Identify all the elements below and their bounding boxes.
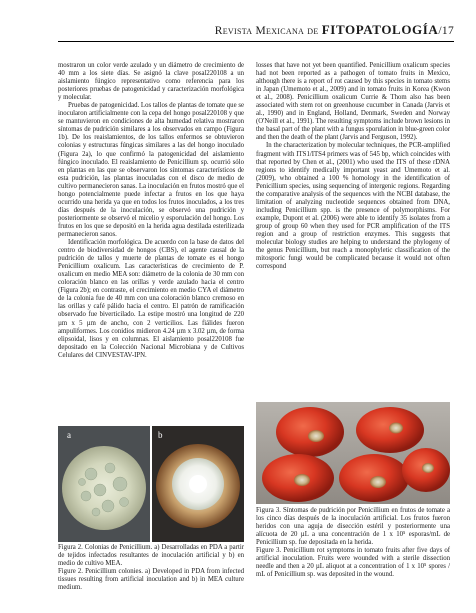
right-paragraph-2: In the characterization by molecular techniques, the PCR-amplified fragment with ITS1/ITS4 primers was of 545 bp, which coincides with that reported by Chen et al., (2001) who used the ITS of these rDNA regions to identify medically important yeast and Umemoto et al. (2009), who obtained a 100 % homology in the identification of Penicillium species, using sequencing of intergenic regions. Regarding the comparative analysis of the sequences with the NCBI database, the limitation of analyzing nucleotide sequences obtained from DNA, including Penicillium spp. is the presence of polymorphisms. For example, Dupont et al. (2006) were able to identify 35 isolates from a group of group 60 when they used for PCR amplification of the ITS region and a group of restriction enzymes. This suggests that molecular biology studies are helping to understand the phylogeny of the genus Penicillium, but reach a monophyletic classification of the mitosporic fungi would be complicated because it would not often correspond — [256, 142, 450, 271]
rot-lesion-1 — [308, 430, 324, 442]
page-separator: / — [438, 25, 442, 37]
figure-3-caption — [256, 507, 450, 579]
page-number: 17 — [441, 25, 454, 37]
left-paragraph-2: Pruebas de patogenicidad. Los tallos de plantas de tomate que se inocularon artificialmente con la cepa del hongo posal220108 y que se mantuvieron en condiciones de alta humedad relativa mostraron síntomas de pudrición similares a los observados en campo (Figura 1b). De los reaislamientos, de los tallos enfermos se obtuvieron colonias y estructuras fúngicas similares a las del hongo inoculado (Figura 2a), lo que confirmó la patogenicidad del aislamiento fúngico inoculado. El reaislamiento de Penicillium sp. ocurrió sólo en plantas en las que se observaron los síntomas característicos de esta pudrición, las plantas inoculadas con el disco de medio de cultivo permanecieron sanas. La inoculación en frutos mostró que el hongo potencialmente puede infectar a frutos en los que haya ocurrido una herida ya que en todos los frutos inoculados, a los tres días después de la inoculación, se observó una pudrición y posteriormente se observó el micelio y esporulación del hongo. Los frutos en los que se depositó en la herida agua destilada esterilizada permanecieron sanos. — [58, 102, 244, 238]
left-column — [58, 62, 244, 360]
running-header — [58, 19, 454, 41]
figure-3-tomato-photo — [256, 402, 450, 504]
journal-title — [215, 22, 454, 38]
panel-a-label: a — [67, 430, 71, 440]
figure-3-caption-es: Figura 3. Síntomas de pudrición por Penicillium en frutos de tomate a los cinco días después de la inoculación artificial. Los frutos fueron heridos con una aguja de disección estéril y posteriormente una alícuota de 20 µL a una concentración de 1 x 10⁵ esporas/mL de Penicillium sp. fue depositada en la herida. — [256, 507, 450, 547]
figure-3-caption-en: Figure 3. Penicillium rot symptoms in tomato fruits after five days of artificial inoculation. Fruits were wounded with a sterile dissection needle and then a 20 µL aliquot at a concentration of 1 x 10⁵ spores / mL of Penicillium sp. was deposited in the wound. — [256, 547, 450, 579]
left-paragraph-1: mostraron un color verde azulado y un diámetro de crecimiento de 40 mm a los siete días. Se asignó la clave posal220108 a un aislamiento fúngico representativo como referencia para los posteriores pruebas de patogenicidad y caracterización morfológica y molecular. — [58, 62, 244, 102]
panel-b-label: b — [158, 430, 163, 440]
rot-lesion-4 — [370, 476, 386, 488]
left-paragraph-3: Identificación morfológica. De acuerdo con la base de datos del centro de biodiversidad de hongos (CBS), el agente causal de la pudrición de tallos y muerte de plantas de tomate es el hongo Penicillium oxalicum. Las características de crecimiento de P. oxalicum en medio MEA son: diámetro de la colonia de 30 mm con coloración blanco en las orillas y verde azulado hacia el centro (Figura 2b); en contraste, el crecimiento en medio CYA el diámetro de la colonia fue de 40 mm con una coloración blanco cremoso en las orillas y café pálido hacia el centro. El patrón de ramificación observado fue biverticilado. La estipe mostró una longitud de 220 µm x 5 µm de ancho, con 2 verticilios. Las fiálides fueron ampuliformes. Los conidios midieron 4.24 µm x 3.02 µm, de forma elipsoidal, lisos y en columnas. El aislamiento posal220108 fue depositado en la Colección Nacional Microbiana y de Cultivos Celulares del CINVESTAV-IPN. — [58, 239, 244, 359]
figure-2-caption — [58, 544, 244, 592]
rot-lesion-5 — [422, 463, 434, 473]
journal-short-name: FITOPATOLOGÍA — [321, 22, 439, 37]
right-paragraph-1: losses that have not yet been quantified. Penicillium oxalicum species had not been reported as a pathogen of tomato fruits in Mexico, although there is a report of rot caused by this species in tomato stems in Japan (Umemoto et al., 2009) and in tomato fruits in Korea (Kwon et al., 2008). Penicillium oxalicum Currie & Thom also has been associated with stem rot on greenhouse cucumber in Canada (Jarvis et al., 1990) and in England, Holland, Denmark, Sweden and Norway (O'Neill et al., 1991). The resulting symptoms include brown lesions in the basal part of the plant with a fungus sporulation in blue-green color and then the death of the plant (Jarvis and Ferguson, 1992). — [256, 62, 450, 142]
tomato-1 — [276, 407, 344, 457]
rot-lesion-2 — [389, 423, 403, 434]
figure-2-petri-dishes — [58, 426, 244, 542]
header-rule — [58, 41, 454, 42]
rot-lesion-3 — [294, 474, 310, 486]
figure-2-caption-en: Figure 2. Penicillium colonies. a) Developed in PDA from infected tissues resulting from artificial inoculation and b) in MEA culture medium. — [58, 568, 244, 592]
right-column — [256, 62, 450, 271]
figure-2-caption-es: Figura 2. Colonias de Penicillium. a) Desarrolladas en PDA a partir de tejidos infectados resultantes de inoculación artificial y b) en medio de cultivo MEA. — [58, 544, 244, 568]
journal-name: Revista Mexicana de — [214, 25, 319, 37]
